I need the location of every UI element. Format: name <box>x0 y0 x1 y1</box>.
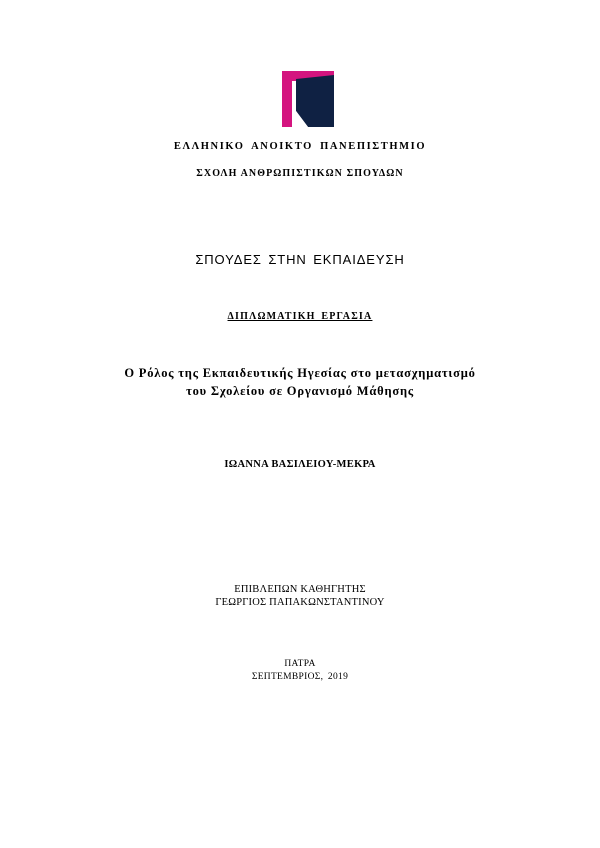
thesis-type: ΔΙΠΛΩΜΑΤΙΚΗ ΕΡΓΑΣΙΑ <box>227 311 373 322</box>
school-name: ΣΧΟΛΗ ΑΝΘΡΩΠΙΣΤΙΚΩΝ ΣΠΟΥΔΩΝ <box>196 168 404 179</box>
program-name: ΣΠΟΥΔΕΣ ΣΤΗΝ ΕΚΠΑΙΔΕΥΣΗ <box>195 252 405 267</box>
thesis-title-line-2: του Σχολείου σε Οργανισμό Μάθησης <box>186 384 414 398</box>
submission-date: ΣΕΠΤΕΜΒΡΙΟΣ, 2019 <box>251 672 349 682</box>
university-logo-icon <box>282 71 334 127</box>
supervisor-name: ΓΕΩΡΓΙΟΣ ΠΑΠΑΚΩΝΣΤΑΝΤΙΝΟΥ <box>215 597 385 608</box>
author-name: ΙΩΑΝΝΑ ΒΑΣΙΛΕΙΟΥ-ΜΕΚΡΑ <box>224 459 376 470</box>
thesis-title-line-1: Ο Ρόλος της Εκπαιδευτικής Ηγεσίας στο μετασχηματισμό <box>124 366 476 380</box>
city: ΠΑΤΡΑ <box>284 659 316 669</box>
supervisor-label: ΕΠΙΒΛΕΠΩΝ ΚΑΘΗΓΗΤΗΣ <box>234 584 366 595</box>
university-name: ΕΛΛΗΝΙΚΟ ΑΝΟΙΚΤΟ ΠΑΝΕΠΙΣΤΗΜΙΟ <box>173 141 427 152</box>
